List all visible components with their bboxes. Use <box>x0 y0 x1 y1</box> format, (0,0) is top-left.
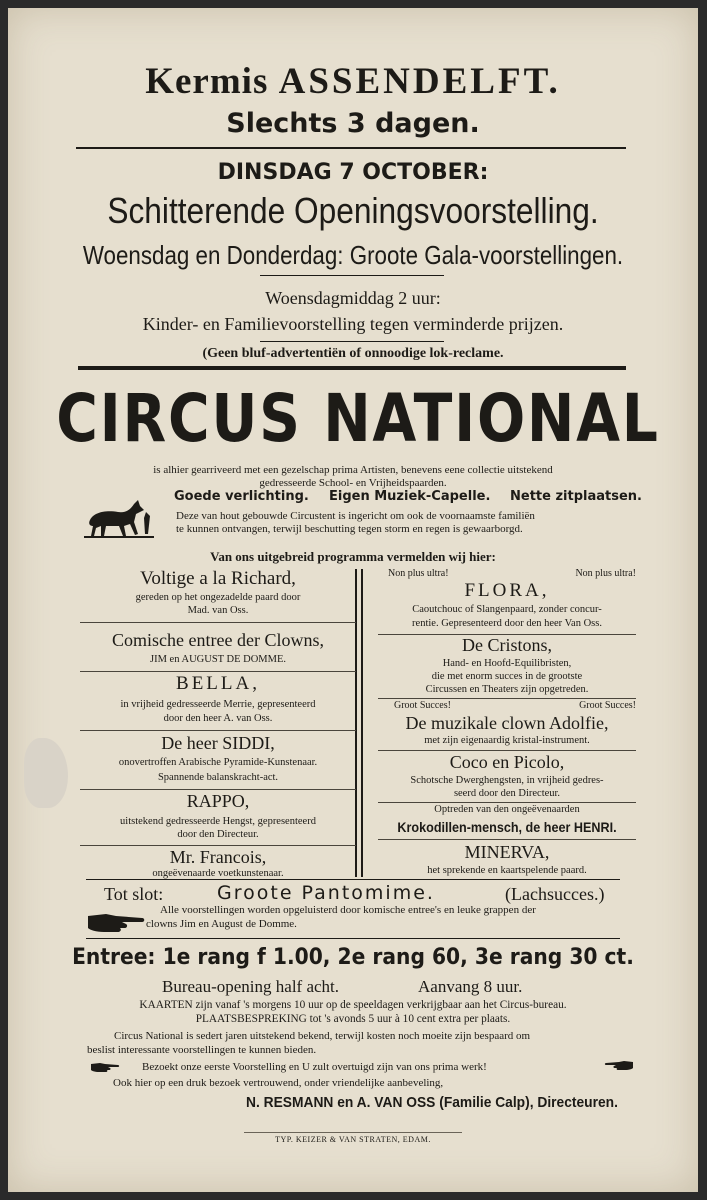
thick-divider <box>78 366 626 370</box>
act-desc: met zijn eigenaardig kristal-instrument. <box>424 735 590 746</box>
act-desc: die met enorm succes in de grootste <box>431 671 583 682</box>
act-title: Comische entree der Clowns, <box>112 630 324 650</box>
matinee-time: Woensdagmiddag 2 uur: <box>265 288 441 308</box>
finale-prefix: Tot slot: <box>104 884 164 904</box>
finale-title: Groote Pantomime. <box>217 882 435 904</box>
bureau-opening: Bureau-opening half acht. <box>162 977 340 996</box>
finale-desc-1: Alle voorstellingen worden opgeluisterd door komische entree's en leuke grappen der <box>160 904 536 916</box>
act-title: De Cristons, <box>462 635 552 655</box>
act-desc: rentie. Gepresenteerd door den heer Van Oss. <box>412 618 602 629</box>
act-title: De muzikale clown Adolfie, <box>405 713 609 733</box>
divider <box>76 147 626 149</box>
act-title: Coco en Picolo, <box>449 752 565 772</box>
signature: N. RESMANN en A. VAN OSS (Familie Calp), Directeuren. <box>246 1094 618 1111</box>
title-prefix: Kermis <box>145 61 269 102</box>
act-desc: door den heer A. van Oss. <box>163 713 273 724</box>
act-desc: JIM en AUGUST DE DOMME. <box>149 654 287 665</box>
feature-lighting: Goede verlichting. <box>174 489 309 504</box>
circus-name: CIRCUS NATIONAL <box>56 380 660 457</box>
matinee-desc: Kinder- en Familievoorstelling tegen verminderde prijzen. <box>142 314 564 334</box>
tag: Groot Succes! <box>579 700 636 711</box>
tag: Non plus ultra! <box>575 568 636 579</box>
start-time: Aanvang 8 uur. <box>418 977 523 996</box>
opening-line: Schitterende Openingsvoorstelling. <box>107 190 599 231</box>
act-desc: onovertroffen Arabische Pyramide-Kunstenaar. <box>118 757 318 768</box>
reputation-line-1: Circus National is sedert jaren uitstekend bekend, terwijl kosten noch moeite zijn bespaard om <box>114 1030 531 1042</box>
feature-seating: Nette zitplaatsen. <box>510 489 642 504</box>
disclaimer: (Geen bluf-advertentiën of onnoodige lok-reclame. <box>202 346 504 361</box>
act-desc: het sprekende en kaartspelende paard. <box>427 865 587 876</box>
act-desc: in vrijheid gedresseerde Merrie, gepresenteerd <box>120 699 316 710</box>
act-title: Voltige a la Richard, <box>140 568 296 589</box>
act-title: RAPPO, <box>186 791 250 811</box>
divider <box>86 938 620 939</box>
feature-music: Eigen Muziek-Capelle. <box>329 489 491 504</box>
title-town: ASSENDELFT. <box>278 61 561 102</box>
act-title: BELLA, <box>176 673 260 694</box>
day-line: DINSDAG 7 OCTOBER: <box>217 160 489 185</box>
horse-icon <box>84 498 154 540</box>
program-left <box>80 568 356 878</box>
act-desc: door den Directeur. <box>177 829 259 840</box>
act-desc: Mad. van Oss. <box>187 605 249 616</box>
divider <box>244 1132 462 1133</box>
act-separator <box>378 750 636 751</box>
tent-line-1: Deze van hout gebouwde Circustent is ingericht om ook de voornaamste familiën <box>176 510 535 522</box>
act-desc: ongeëvenaarde voetkunstenaar. <box>152 868 284 879</box>
pointing-hand-icon <box>90 1060 120 1074</box>
visit-line: Bezoekt onze eerste Voorstelling en U zult overtuigd zijn van ons prima werk! <box>142 1061 487 1073</box>
paper-tear <box>24 738 68 808</box>
act-separator <box>80 730 356 731</box>
act-desc: Caoutchouc of Slangenpaard, zonder concur- <box>412 604 602 615</box>
gala-line: Woensdag en Donderdag: Groote Gala-voorstellingen. <box>82 240 624 270</box>
divider <box>260 275 444 276</box>
program-right <box>378 568 636 878</box>
act-title: De heer SIDDI, <box>161 733 275 753</box>
intro-line-2: gedresseerde School- en Vrijheidspaarden. <box>259 477 447 489</box>
tag: Non plus ultra! <box>388 568 449 579</box>
pointing-hand-icon <box>604 1058 634 1072</box>
column-divider <box>361 569 363 877</box>
finale-note: (Lachsucces.) <box>505 884 605 904</box>
act-separator <box>378 802 636 803</box>
closing-line: Ook hier op een druk bezoek vertrouwend, onder vriendelijke aanbeveling, <box>113 1077 444 1089</box>
act-desc: Schotsche Dwerghengsten, in vrijheid gedres- <box>410 775 604 786</box>
act-separator <box>378 698 636 699</box>
act-desc: Spannende balanskracht-act. <box>157 772 279 783</box>
poster <box>8 8 698 1192</box>
act-desc: seerd door den Directeur. <box>453 788 561 799</box>
act-title: FLORA, <box>464 580 550 601</box>
program-heading: Van ons uitgebreid programma vermelden wij hier: <box>210 549 496 564</box>
intro-line-1: is alhier gearriveerd met een gezelschap prima Artisten, benevens eene collectie uitstekend <box>153 464 553 476</box>
act-desc: Hand- en Hoofd-Equilibristen, <box>442 658 572 669</box>
act-desc: uitstekend gedresseerde Hengst, gepresenteerd <box>120 816 316 827</box>
divider <box>86 879 620 880</box>
act-separator <box>80 789 356 790</box>
poster-title <box>8 60 698 103</box>
act-separator <box>80 622 356 623</box>
tickets-line-1: KAARTEN zijn vanaf 's morgens 10 uur op de speeldagen verkrijgbaar aan het Circus-bureau. <box>139 999 567 1011</box>
tag: Groot Succes! <box>394 700 451 711</box>
tickets-line-2: PLAATSBESPREKING tot 's avonds 5 uur à 10 cent extra per plaats. <box>195 1013 511 1025</box>
act-title: Mr. Francois, <box>169 847 267 867</box>
printer-credit: TYP. KEIZER & VAN STRATEN, EDAM. <box>275 1135 431 1144</box>
act-intro: Optreden van den ongeëvenaarden <box>434 804 580 815</box>
act-desc: gereden op het ongezadelde paard door <box>135 592 301 603</box>
act-separator <box>80 671 356 672</box>
act-title: MINERVA, <box>464 842 550 862</box>
duration-subtitle: Slechts 3 dagen. <box>226 108 480 139</box>
act-desc: Circussen en Theaters zijn opgetreden. <box>425 684 589 695</box>
act-separator <box>80 845 356 846</box>
act-title: Krokodillen-mensch, de heer HENRI. <box>397 819 617 835</box>
divider <box>260 341 444 342</box>
act-separator <box>378 839 636 840</box>
finale-desc-2: clowns Jim en August de Domme. <box>146 918 297 930</box>
tent-line-2: te kunnen ontvangen, terwijl beschutting tegen storm en regen is gewaarborgd. <box>176 523 523 535</box>
pointing-hand-icon <box>86 910 146 934</box>
entree-prices: Entree: 1e rang f 1.00, 2e rang 60, 3e rang 30 ct. <box>72 945 634 970</box>
reputation-line-2: beslist interessante voorstellingen te kunnen bieden. <box>87 1044 317 1056</box>
